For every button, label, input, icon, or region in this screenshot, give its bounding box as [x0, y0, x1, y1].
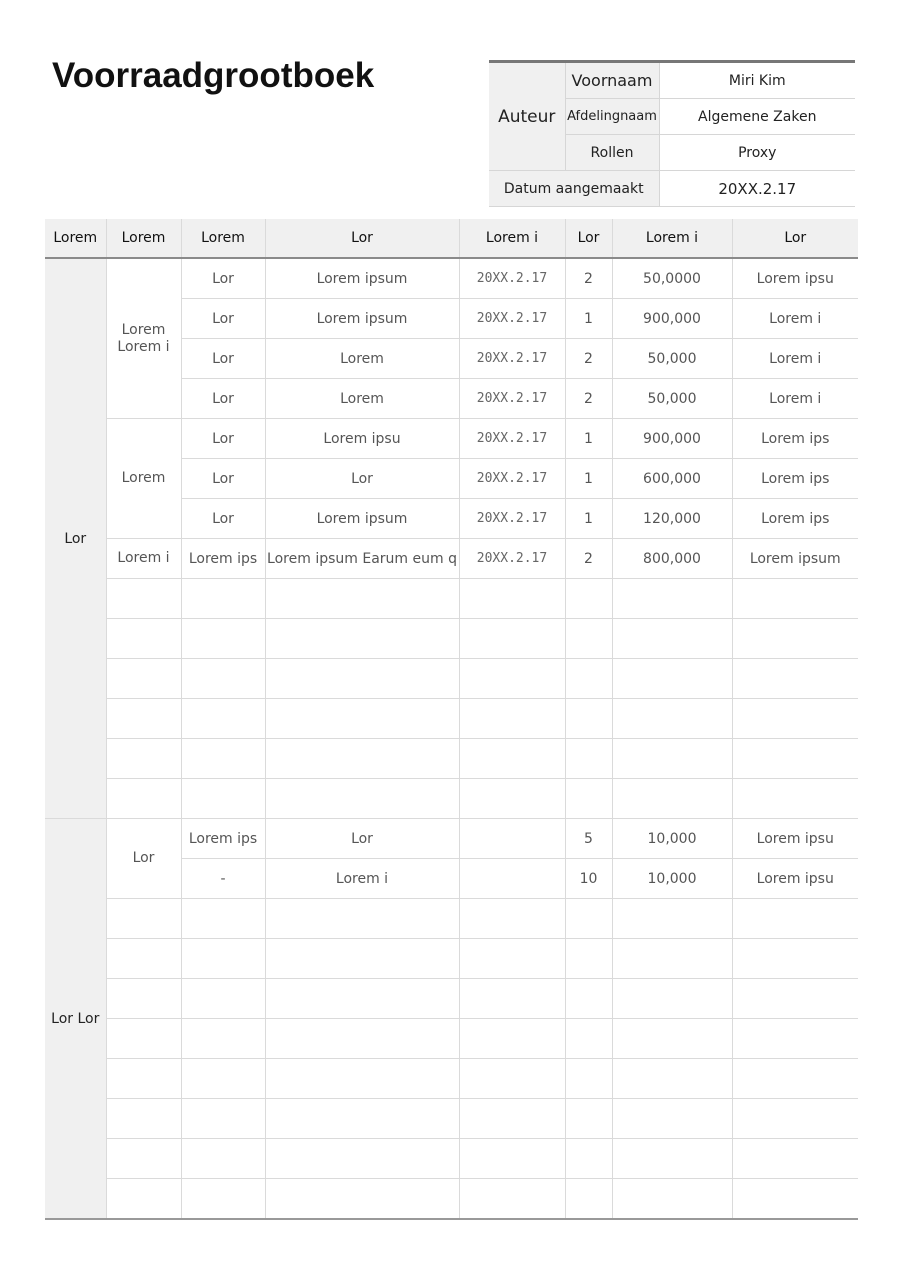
empty-row	[45, 939, 858, 979]
amount-cell: 50,000	[612, 339, 732, 379]
group-cell: Lor	[45, 258, 106, 819]
empty-row	[45, 979, 858, 1019]
empty-cell	[181, 1099, 265, 1139]
empty-cell	[459, 659, 565, 699]
empty-cell	[181, 939, 265, 979]
empty-cell	[106, 579, 181, 619]
author-info-table	[489, 60, 855, 207]
voornaam-label: Voornaam	[565, 62, 659, 99]
empty-cell	[459, 979, 565, 1019]
empty-cell	[732, 1059, 858, 1099]
note-cell: Lorem i	[732, 339, 858, 379]
qty-cell: 1	[565, 299, 612, 339]
qty-cell: 2	[565, 379, 612, 419]
amount-cell: 800,000	[612, 539, 732, 579]
empty-cell	[732, 899, 858, 939]
table-row	[45, 539, 858, 579]
amount-cell: 10,000	[612, 859, 732, 899]
empty-row	[45, 659, 858, 699]
empty-cell	[565, 699, 612, 739]
empty-cell	[565, 939, 612, 979]
table-row	[45, 419, 858, 459]
empty-cell	[565, 579, 612, 619]
amount-cell: 900,000	[612, 419, 732, 459]
empty-cell	[106, 739, 181, 779]
col-header: Lorem	[106, 219, 181, 258]
qty-cell: 2	[565, 339, 612, 379]
empty-row	[45, 619, 858, 659]
empty-cell	[106, 979, 181, 1019]
empty-cell	[565, 619, 612, 659]
col-header: Lor	[565, 219, 612, 258]
item-cell: Lorem ips	[181, 539, 265, 579]
item-cell: Lor	[181, 379, 265, 419]
empty-cell	[106, 1139, 181, 1179]
empty-cell	[265, 899, 459, 939]
note-cell: Lorem ipsu	[732, 258, 858, 299]
item-cell: Lorem ips	[181, 819, 265, 859]
subgroup-cell: Lorem	[106, 419, 181, 539]
description-cell: Lorem ipsum	[265, 499, 459, 539]
empty-cell	[181, 579, 265, 619]
note-cell: Lorem ips	[732, 459, 858, 499]
empty-cell	[565, 1019, 612, 1059]
amount-cell: 900,000	[612, 299, 732, 339]
datum-label: Datum aangemaakt	[489, 171, 659, 207]
qty-cell: 1	[565, 499, 612, 539]
empty-cell	[612, 699, 732, 739]
empty-cell	[612, 979, 732, 1019]
empty-cell	[106, 899, 181, 939]
subgroup-cell: Lorem Lorem i	[106, 258, 181, 419]
empty-cell	[265, 1099, 459, 1139]
page-title: Voorraadgrootboek	[52, 56, 375, 95]
description-cell: Lorem ipsum Earum eum q	[265, 539, 459, 579]
amount-cell: 10,000	[612, 819, 732, 859]
empty-cell	[265, 1059, 459, 1099]
amount-cell: 600,000	[612, 459, 732, 499]
empty-cell	[106, 619, 181, 659]
empty-cell	[565, 1099, 612, 1139]
empty-cell	[565, 899, 612, 939]
note-cell: Lorem ipsum	[732, 539, 858, 579]
empty-cell	[106, 1099, 181, 1139]
qty-cell: 1	[565, 459, 612, 499]
date-cell: 20XX.2.17	[459, 499, 565, 539]
item-cell: Lor	[181, 258, 265, 299]
col-header: Lor	[732, 219, 858, 258]
col-header: Lorem	[45, 219, 106, 258]
item-cell: Lor	[181, 459, 265, 499]
empty-cell	[732, 1179, 858, 1220]
qty-cell: 2	[565, 258, 612, 299]
description-cell: Lorem ipsum	[265, 299, 459, 339]
description-cell: Lor	[265, 459, 459, 499]
empty-cell	[181, 619, 265, 659]
empty-cell	[612, 939, 732, 979]
empty-cell	[459, 1059, 565, 1099]
date-cell: 20XX.2.17	[459, 539, 565, 579]
date-cell: 20XX.2.17	[459, 419, 565, 459]
group-cell: Lor Lor	[45, 819, 106, 1220]
auteur-label: Auteur	[489, 62, 565, 171]
empty-cell	[106, 779, 181, 819]
empty-cell	[265, 1019, 459, 1059]
empty-row	[45, 899, 858, 939]
date-cell: 20XX.2.17	[459, 299, 565, 339]
item-cell: -	[181, 859, 265, 899]
note-cell: Lorem i	[732, 379, 858, 419]
empty-cell	[459, 1099, 565, 1139]
empty-cell	[612, 1099, 732, 1139]
col-header: Lorem	[181, 219, 265, 258]
empty-cell	[612, 1179, 732, 1220]
empty-cell	[106, 1059, 181, 1099]
empty-cell	[612, 619, 732, 659]
inventory-ledger-table	[45, 219, 858, 1220]
empty-cell	[459, 1179, 565, 1220]
empty-cell	[732, 939, 858, 979]
empty-cell	[732, 1099, 858, 1139]
empty-cell	[732, 619, 858, 659]
qty-cell: 10	[565, 859, 612, 899]
empty-cell	[459, 1019, 565, 1059]
col-header: Lorem i	[459, 219, 565, 258]
empty-row	[45, 1019, 858, 1059]
note-cell: Lorem ips	[732, 499, 858, 539]
date-cell: 20XX.2.17	[459, 379, 565, 419]
empty-cell	[732, 779, 858, 819]
amount-cell: 50,0000	[612, 258, 732, 299]
date-cell: 20XX.2.17	[459, 258, 565, 299]
empty-cell	[265, 1139, 459, 1179]
empty-row	[45, 579, 858, 619]
afdeling-value: Algemene Zaken	[659, 99, 855, 135]
empty-cell	[181, 899, 265, 939]
description-cell: Lorem ipsu	[265, 419, 459, 459]
empty-cell	[565, 779, 612, 819]
subgroup-cell: Lorem i	[106, 539, 181, 579]
empty-cell	[459, 939, 565, 979]
empty-cell	[459, 779, 565, 819]
empty-row	[45, 1139, 858, 1179]
empty-cell	[732, 579, 858, 619]
qty-cell: 5	[565, 819, 612, 859]
empty-cell	[459, 699, 565, 739]
empty-cell	[565, 1059, 612, 1099]
note-cell: Lorem ipsu	[732, 859, 858, 899]
empty-cell	[265, 979, 459, 1019]
afdeling-label: Afdelingnaam	[565, 99, 659, 135]
note-cell: Lorem ipsu	[732, 819, 858, 859]
empty-cell	[265, 699, 459, 739]
empty-cell	[265, 739, 459, 779]
empty-cell	[732, 659, 858, 699]
empty-cell	[565, 1139, 612, 1179]
table-row	[45, 258, 858, 299]
empty-cell	[181, 1179, 265, 1220]
date-cell	[459, 819, 565, 859]
empty-cell	[612, 899, 732, 939]
item-cell: Lor	[181, 299, 265, 339]
date-cell: 20XX.2.17	[459, 339, 565, 379]
empty-cell	[612, 579, 732, 619]
item-cell: Lor	[181, 419, 265, 459]
empty-cell	[459, 739, 565, 779]
empty-cell	[732, 739, 858, 779]
item-cell: Lor	[181, 499, 265, 539]
empty-cell	[181, 1059, 265, 1099]
description-cell: Lorem	[265, 379, 459, 419]
empty-cell	[612, 659, 732, 699]
empty-cell	[612, 779, 732, 819]
empty-cell	[565, 979, 612, 1019]
empty-cell	[612, 1059, 732, 1099]
subgroup-cell: Lor	[106, 819, 181, 899]
empty-row	[45, 779, 858, 819]
header-row	[45, 219, 858, 258]
empty-cell	[732, 699, 858, 739]
empty-cell	[106, 1179, 181, 1220]
col-header: Lor	[265, 219, 459, 258]
amount-cell: 120,000	[612, 499, 732, 539]
empty-cell	[181, 779, 265, 819]
empty-cell	[265, 619, 459, 659]
empty-cell	[565, 1179, 612, 1220]
empty-row	[45, 699, 858, 739]
empty-cell	[181, 659, 265, 699]
col-header: Lorem i	[612, 219, 732, 258]
empty-cell	[732, 979, 858, 1019]
empty-cell	[612, 1139, 732, 1179]
empty-cell	[181, 699, 265, 739]
empty-cell	[612, 739, 732, 779]
rollen-value: Proxy	[659, 135, 855, 171]
voornaam-value: Miri Kim	[659, 62, 855, 99]
empty-cell	[565, 659, 612, 699]
empty-cell	[181, 739, 265, 779]
description-cell: Lor	[265, 819, 459, 859]
empty-cell	[106, 939, 181, 979]
empty-cell	[265, 579, 459, 619]
note-cell: Lorem ips	[732, 419, 858, 459]
empty-cell	[732, 1139, 858, 1179]
empty-cell	[265, 1179, 459, 1220]
empty-row	[45, 1059, 858, 1099]
empty-row	[45, 1179, 858, 1220]
description-cell: Lorem ipsum	[265, 258, 459, 299]
empty-cell	[181, 1139, 265, 1179]
rollen-label: Rollen	[565, 135, 659, 171]
empty-cell	[181, 1019, 265, 1059]
description-cell: Lorem i	[265, 859, 459, 899]
qty-cell: 2	[565, 539, 612, 579]
empty-cell	[612, 1019, 732, 1059]
item-cell: Lor	[181, 339, 265, 379]
empty-cell	[265, 779, 459, 819]
note-cell: Lorem i	[732, 299, 858, 339]
description-cell: Lorem	[265, 339, 459, 379]
empty-cell	[459, 899, 565, 939]
empty-cell	[106, 699, 181, 739]
empty-cell	[265, 939, 459, 979]
empty-row	[45, 1099, 858, 1139]
datum-value: 20XX.2.17	[659, 171, 855, 207]
date-cell	[459, 859, 565, 899]
empty-cell	[459, 579, 565, 619]
empty-cell	[459, 619, 565, 659]
empty-cell	[565, 739, 612, 779]
empty-cell	[732, 1019, 858, 1059]
amount-cell: 50,000	[612, 379, 732, 419]
empty-cell	[459, 1139, 565, 1179]
empty-cell	[106, 659, 181, 699]
table-row	[45, 819, 858, 859]
empty-cell	[265, 659, 459, 699]
date-cell: 20XX.2.17	[459, 459, 565, 499]
empty-cell	[181, 979, 265, 1019]
qty-cell: 1	[565, 419, 612, 459]
empty-row	[45, 739, 858, 779]
empty-cell	[106, 1019, 181, 1059]
